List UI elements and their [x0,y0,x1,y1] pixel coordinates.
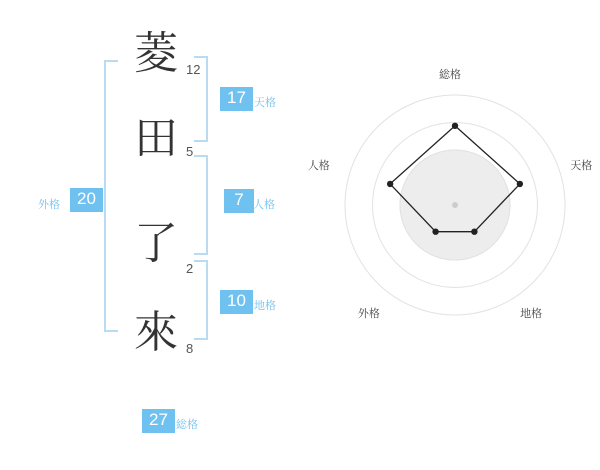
tenkaku-bracket-bottom [194,140,206,142]
chikaku-value-badge: 10 [220,290,253,314]
radar-chart-svg [307,30,600,430]
radar-axis-label-soukaku: 総格 [439,68,461,81]
stroke-count-3: 2 [186,261,194,276]
name-character-4: 來 [134,307,178,358]
chikaku-bracket-vertical [206,260,208,340]
tenkaku-bracket-top [194,56,206,58]
name-character-1: 菱 [134,28,178,79]
soukaku-label: 総格 [176,418,198,431]
chikaku-bracket-bottom [194,338,206,340]
jinkaku-label: 人格 [253,198,275,211]
tenkaku-bracket-vertical [206,56,208,142]
name-character-3: 了 [134,218,178,269]
jinkaku-bracket-top [194,155,206,157]
gaikaku-label: 外格 [38,198,60,211]
chikaku-label: 地格 [254,299,276,312]
kakusu-radar-chart [307,0,600,470]
radar-axis-label-gaikaku: 外格 [357,306,380,320]
jinkaku-bracket-vertical [206,155,208,255]
gaikaku-bracket-top [104,60,118,62]
stroke-count-1: 12 [186,62,201,77]
gaikaku-bracket-vertical [104,60,106,332]
stroke-count-2: 5 [186,144,194,159]
name-character-2: 田 [134,113,178,164]
jinkaku-value-badge: 7 [224,189,254,213]
radar-axis-label-tenkaku: 天格 [570,159,593,173]
tenkaku-label: 天格 [254,96,276,109]
radar-axis-label-chikaku: 地格 [520,306,543,320]
gaikaku-bracket-bottom [104,330,118,332]
radar-axis-label-jinkaku: 人格 [307,159,330,173]
jinkaku-bracket-bottom [194,253,206,255]
soukaku-value-badge: 27 [142,409,175,433]
stroke-count-4: 8 [186,341,194,356]
tenkaku-value-badge: 17 [220,87,253,111]
chikaku-bracket-top [194,260,206,262]
gaikaku-value-badge: 20 [70,188,103,212]
